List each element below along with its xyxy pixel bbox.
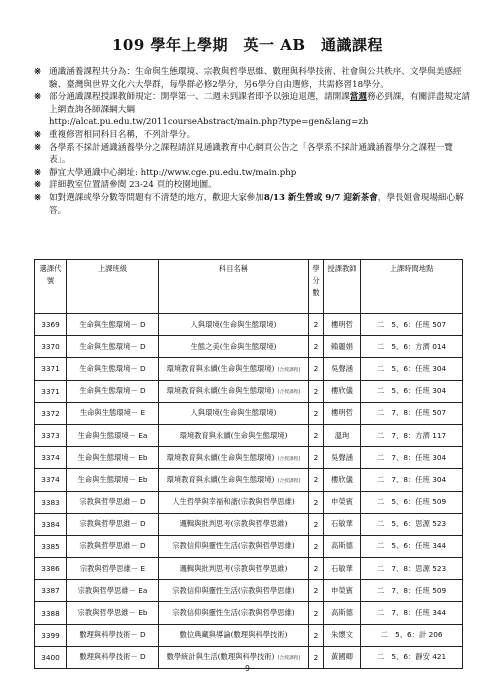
teacher-cell: 石敏華 [324, 558, 361, 580]
header-credits: 學分數 [309, 260, 324, 314]
credits-cell: 2 [309, 535, 324, 557]
code-cell: 3374 [35, 469, 67, 491]
course-name: 人生哲學與幸福和諧(宗教與哲學思維) [172, 497, 295, 507]
teacher-cell: 樓明哲 [324, 314, 361, 336]
teacher-cell: 石敏華 [324, 513, 361, 535]
note-item [34, 66, 474, 91]
code-cell: 3371 [35, 380, 67, 402]
reference-mark-icon: ※ [34, 180, 42, 191]
class-cell: 生命與生態環境－ Ea [67, 424, 159, 446]
code-cell: 3400 [35, 646, 67, 668]
class-cell: 宗教與哲學思維－ Eb [67, 602, 159, 624]
class-cell: 宗教與哲學思維－ D [67, 513, 159, 535]
course-name: 環境教育與永續(生命與生態環境) [166, 386, 275, 396]
note-item [34, 142, 474, 167]
note-text: 通識涵養課程共分為：生命與生態環境、宗教與哲學思維、數理與科學技術、社會與公共秩序、文學與美感經驗、臺灣與世界文化六大學群，每學群必修2學分，另6學分自由選修，共需修習18學分。 [49, 67, 462, 90]
course-cell [159, 580, 309, 602]
credits-cell: 2 [309, 624, 324, 646]
code-cell: 3387 [35, 580, 67, 602]
code-cell: 3385 [35, 535, 67, 557]
table-row [35, 469, 463, 491]
code-cell: 3373 [35, 424, 67, 446]
course-name: 環境教育與永續(生命與生態環境) [179, 430, 288, 440]
course-rows [35, 314, 463, 669]
header-class: 上課班級 [67, 260, 159, 314]
time-cell: 二 5、6：思源 523 [361, 513, 463, 535]
reference-mark-icon: ※ [34, 67, 42, 77]
co-teaching-note: (合授課程) [277, 456, 301, 462]
co-teaching-note: (合授課程) [277, 390, 301, 396]
teacher-cell: 黃國卿 [324, 646, 361, 668]
reference-mark-icon: ※ [34, 92, 42, 103]
course-name: 宗教信仰與靈性生活(宗教與哲學思維) [172, 608, 295, 618]
table-row [35, 380, 463, 402]
time-cell: 二 7、8：任班 304 [361, 447, 463, 469]
table-row [35, 535, 463, 557]
time-cell: 二 5、6：任班 304 [361, 380, 463, 402]
course-name: 人與環境(生命與生態環境) [190, 319, 277, 329]
time-cell: 二 5、6：方濟 014 [361, 336, 463, 358]
header-teacher: 授課教師 [324, 260, 361, 314]
course-cell [159, 535, 309, 557]
course-name: 環境教育與永續(生命與生態環境) [166, 474, 275, 484]
code-cell: 3399 [35, 624, 67, 646]
time-cell: 二 5、6：靜安 421 [361, 646, 463, 668]
class-cell: 宗教與哲學思維－ E [67, 558, 159, 580]
course-cell [159, 336, 309, 358]
class-cell: 宗教與哲學思維－ D [67, 491, 159, 513]
course-name: 宗教信仰與靈性生活(宗教與哲學思維) [172, 585, 295, 595]
table-row [35, 580, 463, 602]
credits-cell: 2 [309, 447, 324, 469]
teacher-cell: 樓欣儀 [324, 380, 361, 402]
code-cell: 3374 [35, 447, 67, 469]
note-text: 重複修習相同科目名稱，不列計學分。 [49, 129, 196, 140]
note-text: 部分通識課程授課教師規定：開學第一、二週未到課者即予以強迫退選，請開課當週務必到課，有關詳盡規定請上網查詢各師課綱大綱 [49, 92, 471, 115]
note-text: 詳細教室位置請參閱 23-24 頁的校園地圖。 [49, 180, 217, 191]
course-cell [159, 491, 309, 513]
code-cell: 3384 [35, 513, 67, 535]
course-name: 環境教育與永續(生命與生態環境) [166, 452, 275, 462]
course-name: 生態之美(生命與生態環境) [190, 341, 277, 351]
time-cell: 二 7、8：任班 509 [361, 580, 463, 602]
note-item [34, 167, 474, 180]
teacher-cell: 吳聲涵 [324, 358, 361, 380]
time-cell: 二 7、8：思源 523 [361, 558, 463, 580]
time-cell: 二 5、6：任班 344 [361, 535, 463, 557]
credits-cell: 2 [309, 580, 324, 602]
code-cell: 3369 [35, 314, 67, 336]
table-row [35, 624, 463, 646]
time-cell: 二 5、6：任班 304 [361, 358, 463, 380]
credits-cell: 2 [309, 646, 324, 668]
note-item [34, 129, 474, 142]
syllabus-url[interactable]: http://alcat.pu.edu.tw/2011courseAbstract/main.php?type=gen&lang=zh [49, 117, 369, 128]
table-row [35, 558, 463, 580]
credits-cell: 2 [309, 602, 324, 624]
time-cell: 二 5、6：任班 507 [361, 314, 463, 336]
course-cell [159, 513, 309, 535]
highlight-text: 當週 [349, 92, 367, 103]
course-cell [159, 558, 309, 580]
time-cell: 二 7、8：任班 304 [361, 469, 463, 491]
teacher-cell: 高斯德 [324, 535, 361, 557]
course-cell [159, 380, 309, 402]
table-row [35, 336, 463, 358]
teacher-cell: 賴麗娟 [324, 336, 361, 358]
credits-cell: 2 [309, 424, 324, 446]
class-cell: 生命與生態環境－ Eb [67, 469, 159, 491]
course-name: 數學統計與生活(數理與科學技術) [166, 652, 275, 662]
note-text: 如對選課或學分數等問題有不清楚的地方，歡迎大家參加8/13 新生營或 9/7 迎新茶會，學長姐會現場細心解答。 [49, 192, 464, 216]
table-row [35, 314, 463, 336]
credits-cell: 2 [309, 380, 324, 402]
class-cell: 數理與科學技術－ D [67, 646, 159, 668]
note-item [34, 192, 474, 217]
course-name: 宗教信仰與靈性生活(宗教與哲學思維) [172, 541, 295, 551]
note-text: 各學系不採計通識涵養學分之課程請詳見通識教育中心網頁公告之「各學系不採計通識涵養學分之課程一覽表」。 [49, 142, 453, 166]
code-cell: 3371 [35, 358, 67, 380]
time-cell: 二 7、8：任班 344 [361, 602, 463, 624]
teacher-cell: 朱懷文 [324, 624, 361, 646]
code-cell: 3388 [35, 602, 67, 624]
co-teaching-note: (合授課程) [277, 478, 301, 484]
code-cell: 3372 [35, 402, 67, 424]
time-cell: 二 5、6：任班 509 [361, 491, 463, 513]
course-cell [159, 602, 309, 624]
course-name: 邏輯與批判思考(宗教與哲學思維) [179, 563, 288, 573]
class-cell: 生命與生態環境－ D [67, 336, 159, 358]
reference-mark-icon: ※ [34, 129, 42, 140]
class-cell: 生命與生態環境－ Eb [67, 447, 159, 469]
co-teaching-note: (合授課程) [277, 656, 301, 662]
course-cell [159, 314, 309, 336]
code-cell: 3386 [35, 558, 67, 580]
course-cell [159, 624, 309, 646]
course-name: 環境教育與永續(生命與生態環境) [166, 363, 275, 373]
note-item [34, 179, 474, 192]
note-item [34, 91, 474, 129]
event-highlight: 8/13 新生營或 9/7 迎新茶會 [263, 192, 378, 203]
credits-cell: 2 [309, 469, 324, 491]
reference-mark-icon: ※ [34, 142, 42, 153]
time-cell: 二 7、8：任班 507 [361, 402, 463, 424]
teacher-cell: 吳聲涵 [324, 447, 361, 469]
teacher-cell: 高斯德 [324, 602, 361, 624]
code-cell: 3370 [35, 336, 67, 358]
course-cell [159, 402, 309, 424]
course-name: 邏輯與批判思考(宗教與哲學思維) [179, 519, 288, 529]
teacher-cell: 溫珣 [324, 424, 361, 446]
teacher-cell: 樓明哲 [324, 402, 361, 424]
table-row [35, 602, 463, 624]
header-time: 上課時間地點 [361, 260, 463, 314]
header-code: 選課代號 [35, 260, 67, 314]
table-row [35, 447, 463, 469]
credits-cell: 2 [309, 491, 324, 513]
header-course: 科目名稱 [159, 260, 309, 314]
co-teaching-note: (合授課程) [277, 367, 301, 373]
page-title: 109 學年上學期 英一 AB 通識課程 [111, 36, 384, 54]
page-number: 9 [245, 664, 250, 673]
course-table [34, 259, 463, 669]
course-cell [159, 424, 309, 446]
notes-section [34, 66, 474, 217]
course-name: 人與環境(生命與生態環境) [190, 408, 277, 418]
cge-website-text[interactable]: 靜宜大學通識中心網址: http://www.cge.pu.edu.tw/main.php [49, 167, 297, 178]
reference-mark-icon: ※ [34, 192, 42, 203]
course-name: 數位典藏與導論(數理與科學技術) [179, 630, 288, 640]
table-header-row [35, 260, 463, 314]
table-row [35, 491, 463, 513]
class-cell: 宗教與哲學思維－ D [67, 535, 159, 557]
class-cell: 數理與科學技術－ D [67, 624, 159, 646]
reference-mark-icon: ※ [34, 167, 42, 178]
teacher-cell: 樓欣儀 [324, 469, 361, 491]
table-row [35, 358, 463, 380]
credits-cell: 2 [309, 314, 324, 336]
code-cell: 3383 [35, 491, 67, 513]
table-row [35, 402, 463, 424]
table-row [35, 424, 463, 446]
teacher-cell: 申榮賓 [324, 491, 361, 513]
time-cell: 二 5、6：計 206 [361, 624, 463, 646]
class-cell: 生命與生態環境－ D [67, 380, 159, 402]
class-cell: 生命與生態環境－ D [67, 314, 159, 336]
credits-cell: 2 [309, 513, 324, 535]
credits-cell: 2 [309, 358, 324, 380]
credits-cell: 2 [309, 558, 324, 580]
table-row [35, 513, 463, 535]
class-cell: 生命與生態環境－ D [67, 358, 159, 380]
credits-cell: 2 [309, 336, 324, 358]
course-cell [159, 358, 309, 380]
course-cell [159, 447, 309, 469]
course-cell [159, 469, 309, 491]
class-cell: 生命與生態環境－ E [67, 402, 159, 424]
teacher-cell: 申榮賓 [324, 580, 361, 602]
time-cell: 二 7、8：方濟 117 [361, 424, 463, 446]
class-cell: 宗教與哲學思維－ Ea [67, 580, 159, 602]
credits-cell: 2 [309, 402, 324, 424]
